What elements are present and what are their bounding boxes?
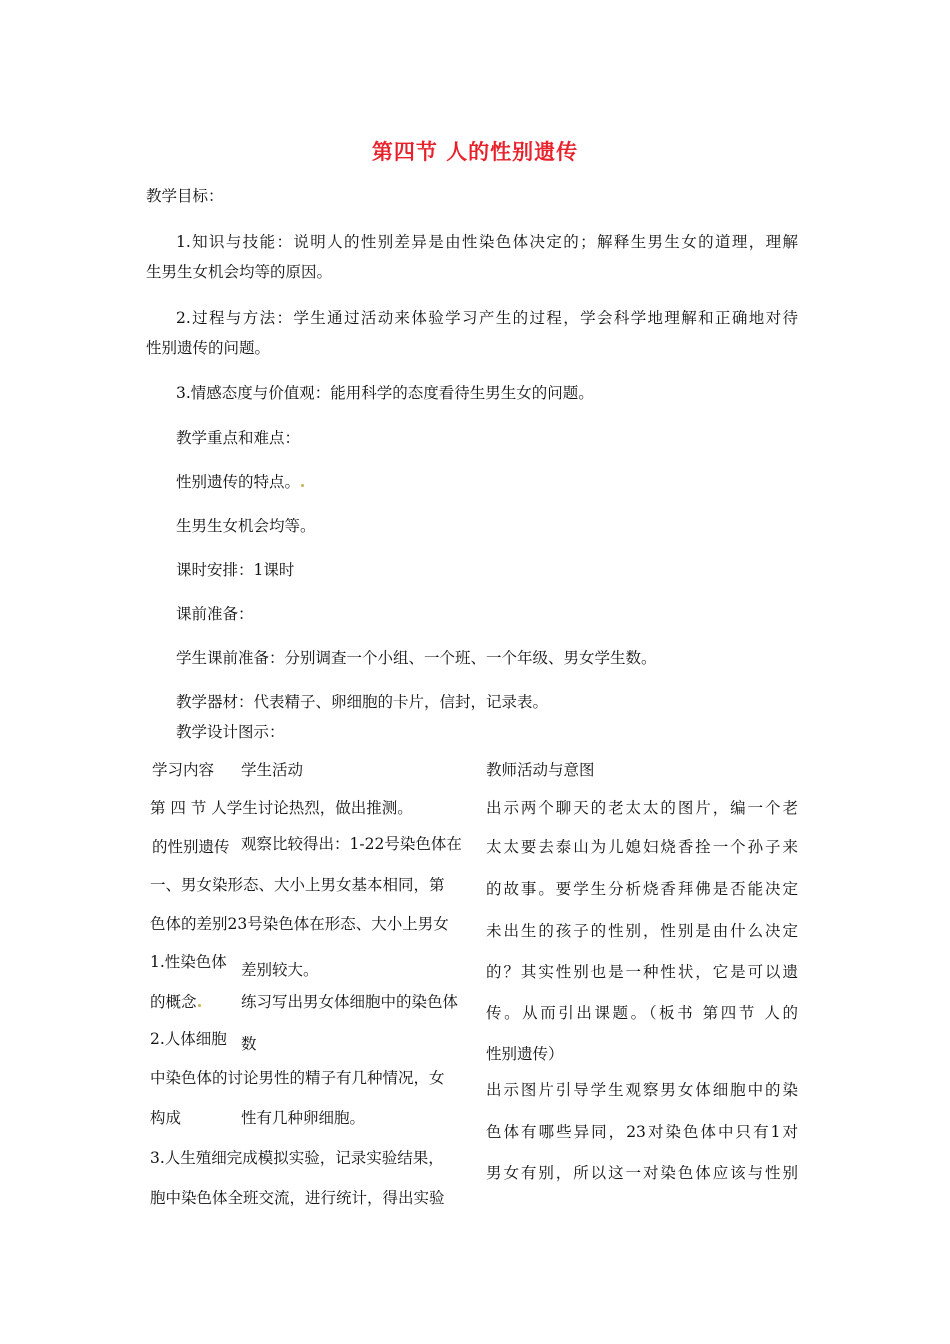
left-line: 1.性染色体 [150, 953, 227, 971]
student-activity-line: 性有几种卵细胞。 [241, 1109, 366, 1127]
left-line: 第 四 节 人学生讨论热烈，做出推测。 [150, 799, 413, 817]
left-line: 胞中染色体全班交流，进行统计，得出实验 [150, 1189, 445, 1207]
teacher-activity-line: 传。从而引出课题。（板书 第四节 人的 [486, 1004, 798, 1022]
table-header-student: 学生活动 [241, 761, 304, 779]
left-line: 中染色体的讨论男性的精子有几种情况，女 [150, 1069, 445, 1087]
goal-3: 3.情感态度与价值观：能用科学的态度看待生男生女的问题。 [176, 384, 594, 402]
teacher-activity-line: 色体有哪些异同，23对染色体中只有1对 [486, 1123, 798, 1141]
teacher-activity-line: 出示两个聊天的老太太的图片，编一个老 [486, 799, 798, 817]
goal-1-line-1: 1.知识与技能：说明人的性别差异是由性染色体决定的；解释生男生女的道理，理解 [176, 233, 798, 251]
teacher-activity-line: 的故事。要学生分析烧香拜佛是否能决定 [486, 880, 798, 898]
teacher-activity-line: 太太要去泰山为儿媳妇烧香拴一个孙子来 [486, 838, 798, 856]
key-point-2: 生男生女机会均等。 [176, 517, 316, 535]
schedule: 课时安排：1课时 [176, 561, 295, 579]
goal-2-line-2: 性别遗传的问题。 [146, 339, 271, 357]
goal-2-line-1: 2.过程与方法：学生通过活动来体验学习产生的过程，学会科学地理解和正确地对待 [176, 309, 798, 327]
goal-1-line-2: 生男生女机会均等的原因。 [146, 263, 333, 281]
left-line: 的概念 [150, 992, 201, 1012]
left-line: 色体的差别23号染色体在形态、大小上男女 [150, 915, 449, 933]
key-points-heading: 教学重点和难点： [176, 429, 301, 447]
teacher-activity-line: 出示图片引导学生观察男女体细胞中的染 [486, 1081, 798, 1099]
equipment: 教学器材：代表精子、卵细胞的卡片，信封，记录表。 [176, 693, 549, 711]
table-header-teacher: 教师活动与意图 [486, 761, 595, 779]
table-header-content: 学习内容 [152, 761, 215, 779]
left-line: 3.人生殖细完成模拟实验，记录实验结果， [150, 1149, 444, 1167]
student-activity-line: 差别较大。 [241, 961, 319, 979]
left-line: 的性别遗传 [152, 838, 230, 856]
page-title: 第四节 人的性别遗传 [371, 140, 579, 164]
student-activity-line: 观察比较得出：1-22号染色体在 [241, 835, 462, 853]
goals-heading: 教学目标： [146, 187, 224, 205]
teacher-activity-line: 的？其实性别也是一种性状，它是可以遗 [486, 963, 798, 981]
teacher-activity-line: 未出生的孩子的性别，性别是由什么决定 [486, 922, 798, 940]
left-line: 一、男女染形态、大小上男女基本相同，第 [150, 876, 445, 894]
prep-heading: 课前准备： [176, 605, 254, 623]
left-line: 2.人体细胞 [150, 1030, 227, 1048]
key-point-1: 性别遗传的特点。 [176, 472, 304, 492]
design-heading: 教学设计图示： [176, 723, 285, 741]
student-prep: 学生课前准备：分别调查一个小组、一个班、一个年级、男女学生数。 [176, 649, 657, 667]
student-activity-line: 练习写出男女体细胞中的染色体 [241, 993, 459, 1011]
left-line: 构成 [150, 1109, 182, 1127]
teacher-activity-line: 性别遗传） [486, 1045, 564, 1063]
student-activity-line: 数 [241, 1035, 257, 1053]
teacher-activity-line: 男女有别，所以这一对染色体应该与性别 [486, 1164, 798, 1182]
